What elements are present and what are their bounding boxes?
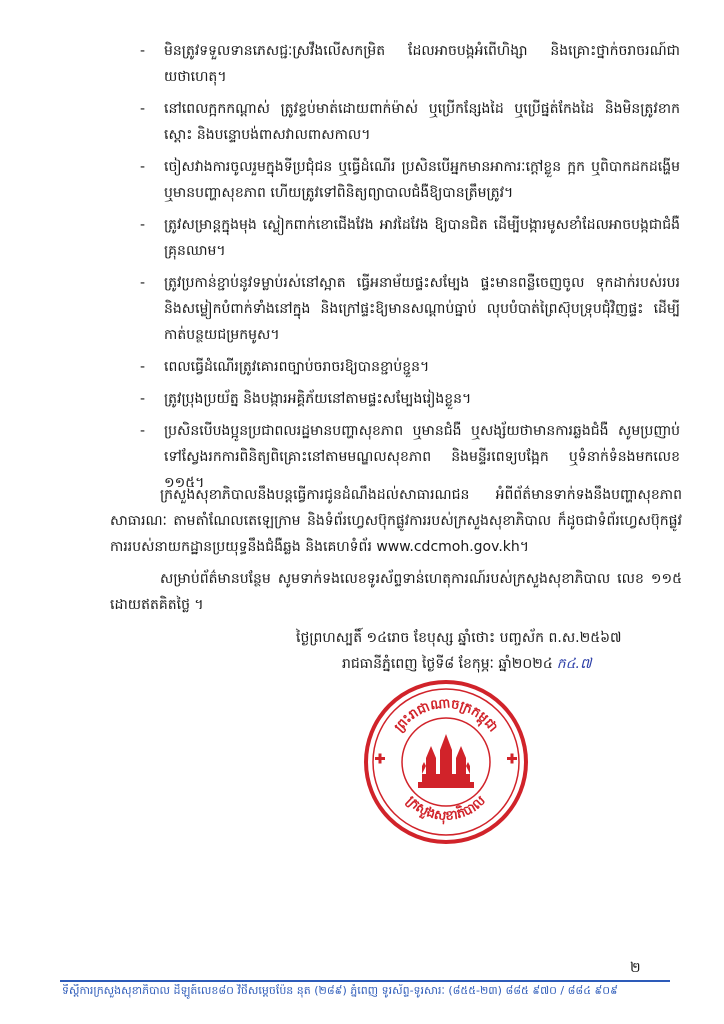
angkor-temple-icon <box>418 734 474 788</box>
contact-paragraph <box>110 566 682 618</box>
svg-text:ព្រះរាជាណាចក្រកម្ពុជា <box>392 696 500 735</box>
handwritten-annotation: ក៤.៧ <box>556 656 592 672</box>
contact-paragraph-text: សម្រាប់ព័ត៌មានបន្ថែម សូមទាក់ទងលេខទូរស័ព្ទទាន់ហេតុការណ៍របស់ក្រសួងសុខាភិបាល លេខ ១១៥ ដោយឥតគិតថ្លៃ ។ <box>110 571 682 613</box>
list-item <box>140 154 680 206</box>
dash-marker: - <box>140 359 146 375</box>
notice-paragraph-text: ក្រសួងសុខាភិបាលនឹងបន្តធ្វើការជូនដំណឹងដល់សាធារណជន អំពីព័ត៌មានទាក់ទងនឹងបញ្ហាសុខភាពសាធារណៈ តាមតាំណែលតេឡេក្រាម និងទំព័រហ្វេសប៊ុកផ្លូវការរបស់ក្រសួងសុខាភិបាល ក៏ដូចជាទំព័រហ្វេសប៊ុកផ្លូវការរបស់នាយកដ្ឋានប្រយុទ្ធនឹងជំងឺឆ្លង និងគេហទំព័រ www.cdcmoh.gov.kh។ <box>110 487 682 555</box>
page-number: ២ <box>630 960 641 976</box>
list-item-text: ប្រសិនបើបងប្អូនប្រជាពលរដ្ឋមានបញ្ហាសុខភាព ឬមានជំងឺ ឬសង្ស័យថាមានការឆ្លងជំងឺ សូមប្រញាប់ទៅស្វែងរកការពិនិត្យពិគ្រោះនៅតាមមណ្ឌលសុខភាព និងមន្ទីរពេទ្យបង្អែក ឬទំនាក់ទំនងមកលេខ ១១៥។ <box>164 423 680 491</box>
list-item <box>140 386 680 412</box>
list-item-text: ចៀសវាងការចូលរួមក្នុងទីប្រជុំជន ឬធ្វើដំណើរ ប្រសិនបើអ្នកមានអាការៈក្ដៅខ្លួន ក្អក ឬពិបាកដកដង្ហើម ឬមានបញ្ហាសុខភាព ហើយត្រូវទៅពិនិត្យព្យាបាលជំងឺឱ្យបានត្រឹមត្រូវ។ <box>164 159 680 201</box>
seal-bottom-text: ក្រសួងសុខាភិបាល <box>403 793 489 825</box>
dash-marker: - <box>140 275 146 291</box>
list-item <box>140 270 680 348</box>
list-item-text: នៅពេលក្អកកណ្ដាស់ ត្រូវខ្ទប់មាត់ដោយពាក់ម៉ាស់ ឬប្រើកន្សែងដៃ ឬប្រើផ្នត់កែងដៃ និងមិនត្រូវខាកស្ដោះ និងបន្ទោបង់ពាសវាលពាសកាល។ <box>164 101 680 143</box>
solar-date: រាជធានីភ្នំពេញ ថ្ងៃទី៨ ខែកុម្ភៈ ឆ្នាំ២០២៤ <box>342 656 553 672</box>
list-item-text: មិនត្រូវទទួលទានភេសជ្ជៈស្រវឹងលើសកម្រិត ដែលអាចបង្កអំពើហិង្សា និងគ្រោះថ្នាក់ចរាចរណ៍ជាយថាហេតុ។ <box>164 43 680 85</box>
dash-marker: - <box>140 217 146 233</box>
list-item <box>140 96 680 148</box>
solar-date-line <box>296 651 696 677</box>
lunar-date: ថ្ងៃព្រហស្បតិ៍ ១៤រោច ខែបុស្ស ឆ្នាំថោះ បញ្ចស័ក ព.ស.២៥៦៧ <box>296 630 622 646</box>
list-item-text: ពេលធ្វើដំណើរត្រូវគោរពច្បាប់ចរាចរឱ្យបានខ្ជាប់ខ្ជួន។ <box>164 359 430 375</box>
date-block <box>296 625 696 677</box>
advice-list <box>140 38 680 502</box>
dash-marker: - <box>140 159 146 175</box>
list-item <box>140 354 680 380</box>
list-item-text: ត្រូវប្រកាន់ខ្ជាប់នូវទម្លាប់រស់នៅស្អាត ធ្វើអនាម័យផ្ទះសម្បែង ផ្ទះមានពន្លឺចេញចូល ទុកដាក់របស់របរ និងសម្លៀកបំពាក់ទាំងនៅក្នុង និងក្រៅផ្ទះឱ្យមានសណ្ដាប់ធ្នាប់ លុបបំបាត់ព្រៃស៊ុបទ្រុបជុំវិញផ្ទះ ដើម្បីកាត់បន្ថយជម្រកមូស។ <box>164 275 680 343</box>
svg-text:ក្រសួងសុខាភិបាល <box>403 793 489 825</box>
seal-top-text: ព្រះរាជាណាចក្រកម្ពុជា <box>391 696 501 736</box>
footer-divider <box>60 980 670 982</box>
footer-address: ទីស្ដីការក្រសួងសុខាភិបាល ដីឡូត៍លេខ៨០ វិថីសម្ដេចប៉ែន នុត (២៨៩) ភ្នំពេញ ទូរស័ព្ទ-ទូរសារៈ (៨៥៥-២៣) ៨៨៥ ៩៧០ / ៨៨៤ ៩០៩ <box>62 984 618 997</box>
notice-paragraph <box>110 482 682 560</box>
list-item-text: ត្រូវប្រុងប្រយ័ត្ន និងបង្ការអគ្គិភ័យនៅតាមផ្ទះសម្បែងរៀងខ្លួន។ <box>164 391 472 407</box>
list-item-text: ត្រូវសម្រាន្តក្នុងមុង ស្លៀកពាក់ខោជើងវែង អាវដៃវែង ឱ្យបានជិត ដើម្បីបង្ការមូសខាំដែលអាចបង្កជាជំងឺគ្រុនឈាម។ <box>164 217 680 259</box>
list-item <box>140 212 680 264</box>
list-item <box>140 38 680 90</box>
dash-marker: - <box>140 101 146 117</box>
dash-marker: - <box>140 423 146 439</box>
dash-marker: - <box>140 43 146 59</box>
dash-marker: - <box>140 391 146 407</box>
ministry-seal-icon <box>362 678 530 846</box>
